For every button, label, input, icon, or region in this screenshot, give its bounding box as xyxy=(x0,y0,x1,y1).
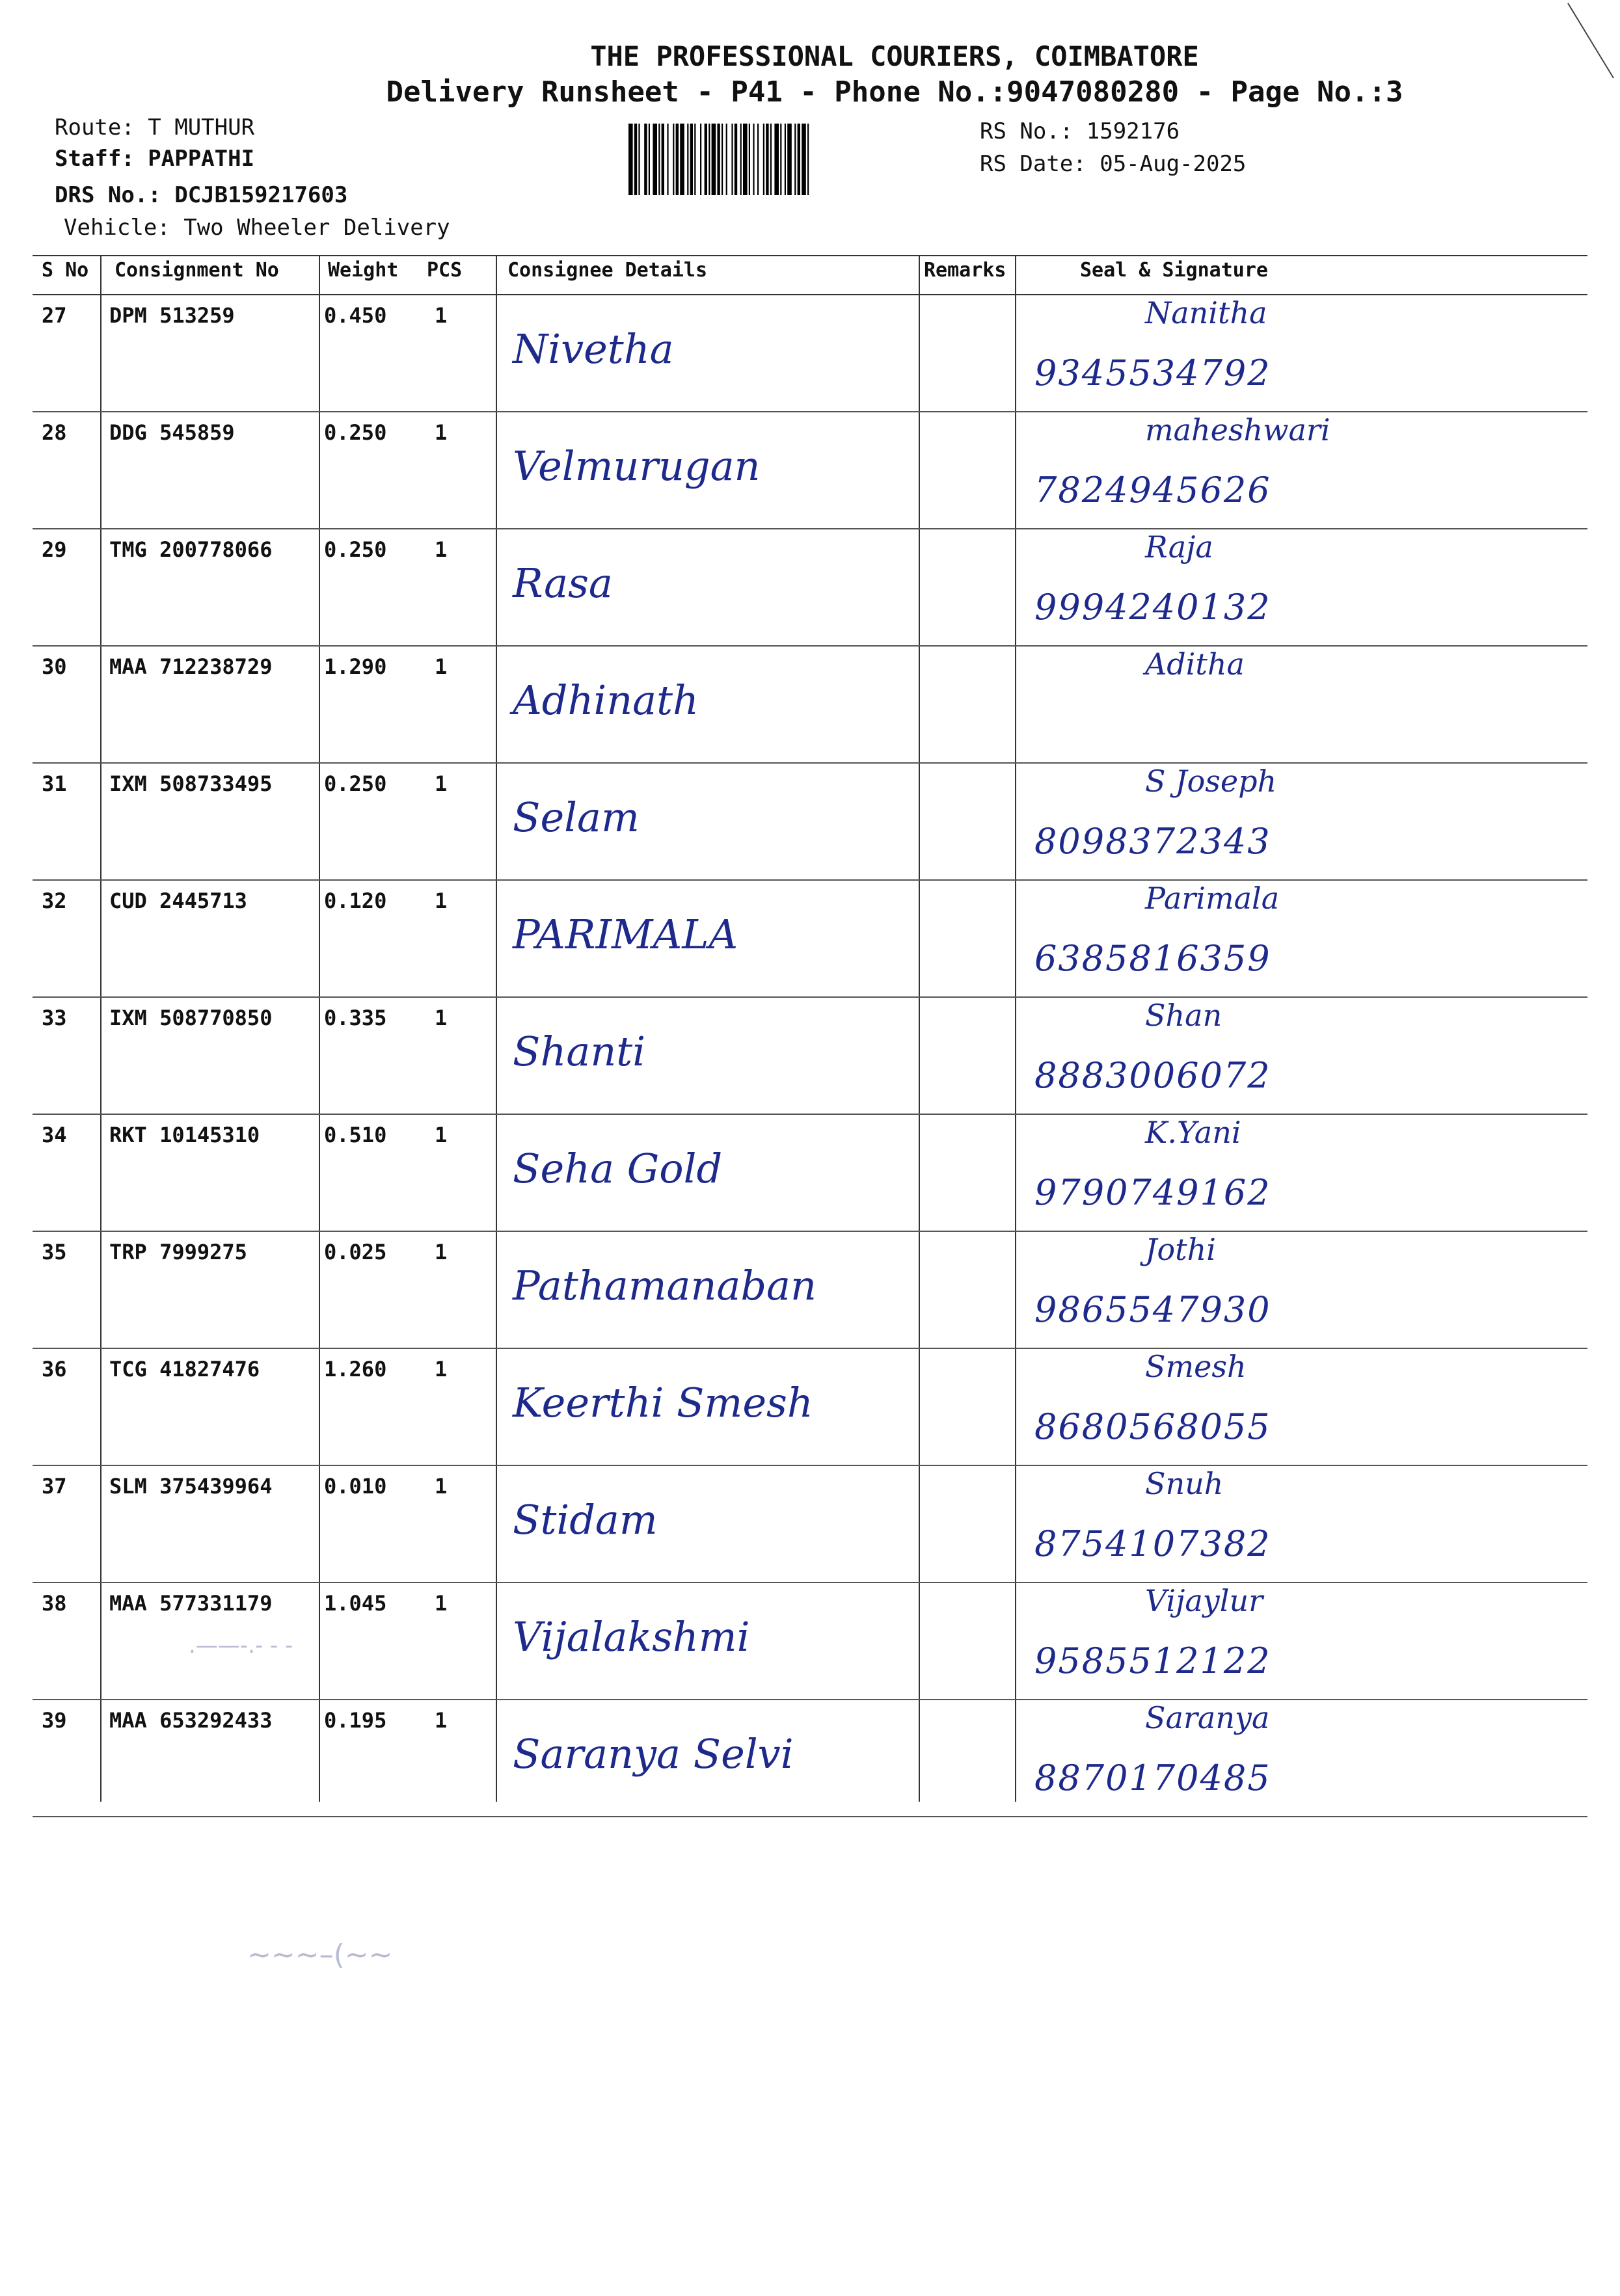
weight-value: 0.250 xyxy=(324,771,387,796)
serial-number: 30 xyxy=(42,654,67,679)
row-divider xyxy=(33,1816,1587,1817)
weight-value: 0.250 xyxy=(324,420,387,445)
consignee-handwritten-name: Keerthi Smesh xyxy=(513,1379,813,1426)
table-row xyxy=(33,881,1587,998)
serial-number: 36 xyxy=(42,1357,67,1382)
weight-value: 1.260 xyxy=(324,1357,387,1382)
consignment-number: MAA 577331179 xyxy=(109,1591,273,1616)
consignee-handwritten-name: Nivetha xyxy=(513,325,674,373)
barcode-image xyxy=(627,124,933,195)
consignee-handwritten-name: Seha Gold xyxy=(513,1145,723,1192)
consignment-number: DPM 513259 xyxy=(109,303,235,328)
consignee-handwritten-name: Rasa xyxy=(513,559,613,607)
table-row xyxy=(33,1700,1587,1817)
recipient-signature: Smesh xyxy=(1145,1349,1247,1384)
pieces-count: 1 xyxy=(435,420,448,445)
runsheet-subtitle: Delivery Runsheet - P41 - Phone No.:9047080280 - Page No.:3 xyxy=(386,75,1403,109)
pieces-count: 1 xyxy=(435,1474,448,1499)
weight-value: 0.195 xyxy=(324,1708,387,1733)
weight-value: 1.045 xyxy=(324,1591,387,1616)
consignment-number: SLM 375439964 xyxy=(109,1474,273,1499)
recipient-phone: 7824945626 xyxy=(1034,470,1271,511)
table-row xyxy=(33,1115,1587,1232)
recipient-signature: S Joseph xyxy=(1145,764,1277,799)
serial-number: 31 xyxy=(42,771,67,796)
table-row xyxy=(33,529,1587,647)
consignee-handwritten-name: Saranya Selvi xyxy=(513,1730,794,1778)
recipient-signature: K.Yani xyxy=(1145,1115,1241,1150)
vehicle-label: Vehicle: Two Wheeler Delivery xyxy=(64,215,450,241)
recipient-signature: Vijaylur xyxy=(1145,1583,1263,1618)
recipient-phone: 9585512122 xyxy=(1034,1640,1271,1681)
consignee-handwritten-name: Shanti xyxy=(513,1028,646,1075)
recipient-signature: Nanitha xyxy=(1145,295,1267,330)
route-label: Route: T MUTHUR xyxy=(55,114,255,140)
recipient-signature: Snuh xyxy=(1145,1466,1224,1501)
serial-number: 34 xyxy=(42,1123,67,1147)
col-header-pcs: PCS xyxy=(427,259,463,282)
table-row xyxy=(33,1466,1587,1583)
serial-number: 38 xyxy=(42,1591,67,1616)
recipient-phone: 8754107382 xyxy=(1034,1523,1271,1564)
consignment-number: MAA 653292433 xyxy=(109,1708,273,1733)
consignment-number: DDG 545859 xyxy=(109,420,235,445)
weight-value: 0.025 xyxy=(324,1240,387,1264)
rs-number: RS No.: 1592176 xyxy=(980,118,1180,144)
recipient-phone: 9790749162 xyxy=(1034,1172,1271,1213)
company-title: THE PROFESSIONAL COURIERS, COIMBATORE xyxy=(590,40,1199,72)
consignee-handwritten-name: PARIMALA xyxy=(513,911,738,958)
serial-number: 39 xyxy=(42,1708,67,1733)
consignment-number: MAA 712238729 xyxy=(109,654,273,679)
recipient-phone: 9865547930 xyxy=(1034,1289,1271,1330)
serial-number: 37 xyxy=(42,1474,67,1499)
consignee-handwritten-name: Pathamanaban xyxy=(513,1262,817,1309)
recipient-signature: Shan xyxy=(1145,998,1222,1033)
table-row xyxy=(33,647,1587,764)
recipient-signature: Saranya xyxy=(1145,1700,1270,1735)
table-row xyxy=(33,998,1587,1115)
recipient-signature: Jothi xyxy=(1145,1232,1216,1267)
pieces-count: 1 xyxy=(435,771,448,796)
weight-value: 0.010 xyxy=(324,1474,387,1499)
faint-scribble: .——-.- - - xyxy=(189,1633,293,1659)
serial-number: 28 xyxy=(42,420,67,445)
recipient-signature: maheshwari xyxy=(1145,412,1330,447)
weight-value: 0.335 xyxy=(324,1006,387,1030)
drs-number: DRS No.: DCJB159217603 xyxy=(55,182,348,208)
table-row xyxy=(33,1349,1587,1466)
weight-value: 0.510 xyxy=(324,1123,387,1147)
recipient-phone: 9345534792 xyxy=(1034,353,1271,394)
weight-value: 1.290 xyxy=(324,654,387,679)
pieces-count: 1 xyxy=(435,1708,448,1733)
recipient-phone: 8870170485 xyxy=(1034,1757,1271,1798)
pieces-count: 1 xyxy=(435,537,448,562)
col-header-seal-signature: Seal & Signature xyxy=(1080,259,1268,282)
recipient-phone: 8883006072 xyxy=(1034,1055,1271,1096)
corner-fold-mark xyxy=(1561,0,1620,85)
table-row xyxy=(33,412,1587,529)
recipient-phone: 9994240132 xyxy=(1034,587,1271,628)
table-row xyxy=(33,1232,1587,1349)
col-header-sno: S No xyxy=(42,259,89,282)
consignee-handwritten-name: Stidam xyxy=(513,1496,658,1543)
recipient-phone: 8098372343 xyxy=(1034,821,1271,862)
pieces-count: 1 xyxy=(435,1357,448,1382)
consignment-number: IXM 508733495 xyxy=(109,771,273,796)
table-row xyxy=(33,764,1587,881)
pieces-count: 1 xyxy=(435,1591,448,1616)
recipient-signature: Aditha xyxy=(1145,647,1245,682)
weight-value: 0.250 xyxy=(324,537,387,562)
pieces-count: 1 xyxy=(435,654,448,679)
consignee-handwritten-name: Selam xyxy=(513,794,640,841)
serial-number: 32 xyxy=(42,888,67,913)
pieces-count: 1 xyxy=(435,888,448,913)
recipient-phone: 8680568055 xyxy=(1034,1406,1271,1447)
consignee-handwritten-name: Adhinath xyxy=(513,676,699,724)
consignee-handwritten-name: Vijalakshmi xyxy=(513,1613,750,1661)
serial-number: 27 xyxy=(42,303,67,328)
serial-number: 29 xyxy=(42,537,67,562)
weight-value: 0.120 xyxy=(324,888,387,913)
serial-number: 33 xyxy=(42,1006,67,1030)
table-top-border xyxy=(33,255,1587,256)
col-header-consignee: Consignee Details xyxy=(507,259,708,282)
recipient-signature: Raja xyxy=(1145,529,1213,565)
rs-date: RS Date: 05-Aug-2025 xyxy=(980,151,1247,177)
serial-number: 35 xyxy=(42,1240,67,1264)
table-row xyxy=(33,295,1587,412)
consignment-number: CUD 2445713 xyxy=(109,888,247,913)
consignment-number: TCG 41827476 xyxy=(109,1357,260,1382)
col-header-consignment: Consignment No xyxy=(115,259,279,282)
consignment-number: IXM 508770850 xyxy=(109,1006,273,1030)
faint-scribble: ~~~–(~~ xyxy=(247,1938,393,1971)
pieces-count: 1 xyxy=(435,1006,448,1030)
pieces-count: 1 xyxy=(435,303,448,328)
weight-value: 0.450 xyxy=(324,303,387,328)
pieces-count: 1 xyxy=(435,1240,448,1264)
recipient-phone: 6385816359 xyxy=(1034,938,1271,979)
col-header-weight: Weight xyxy=(328,259,399,282)
staff-label: Staff: PAPPATHI xyxy=(55,146,255,172)
recipient-signature: Parimala xyxy=(1145,881,1280,916)
consignment-number: TMG 200778066 xyxy=(109,537,273,562)
pieces-count: 1 xyxy=(435,1123,448,1147)
col-header-remarks: Remarks xyxy=(924,259,1006,282)
consignment-number: TRP 7999275 xyxy=(109,1240,247,1264)
consignee-handwritten-name: Velmurugan xyxy=(513,442,761,490)
consignment-number: RKT 10145310 xyxy=(109,1123,260,1147)
